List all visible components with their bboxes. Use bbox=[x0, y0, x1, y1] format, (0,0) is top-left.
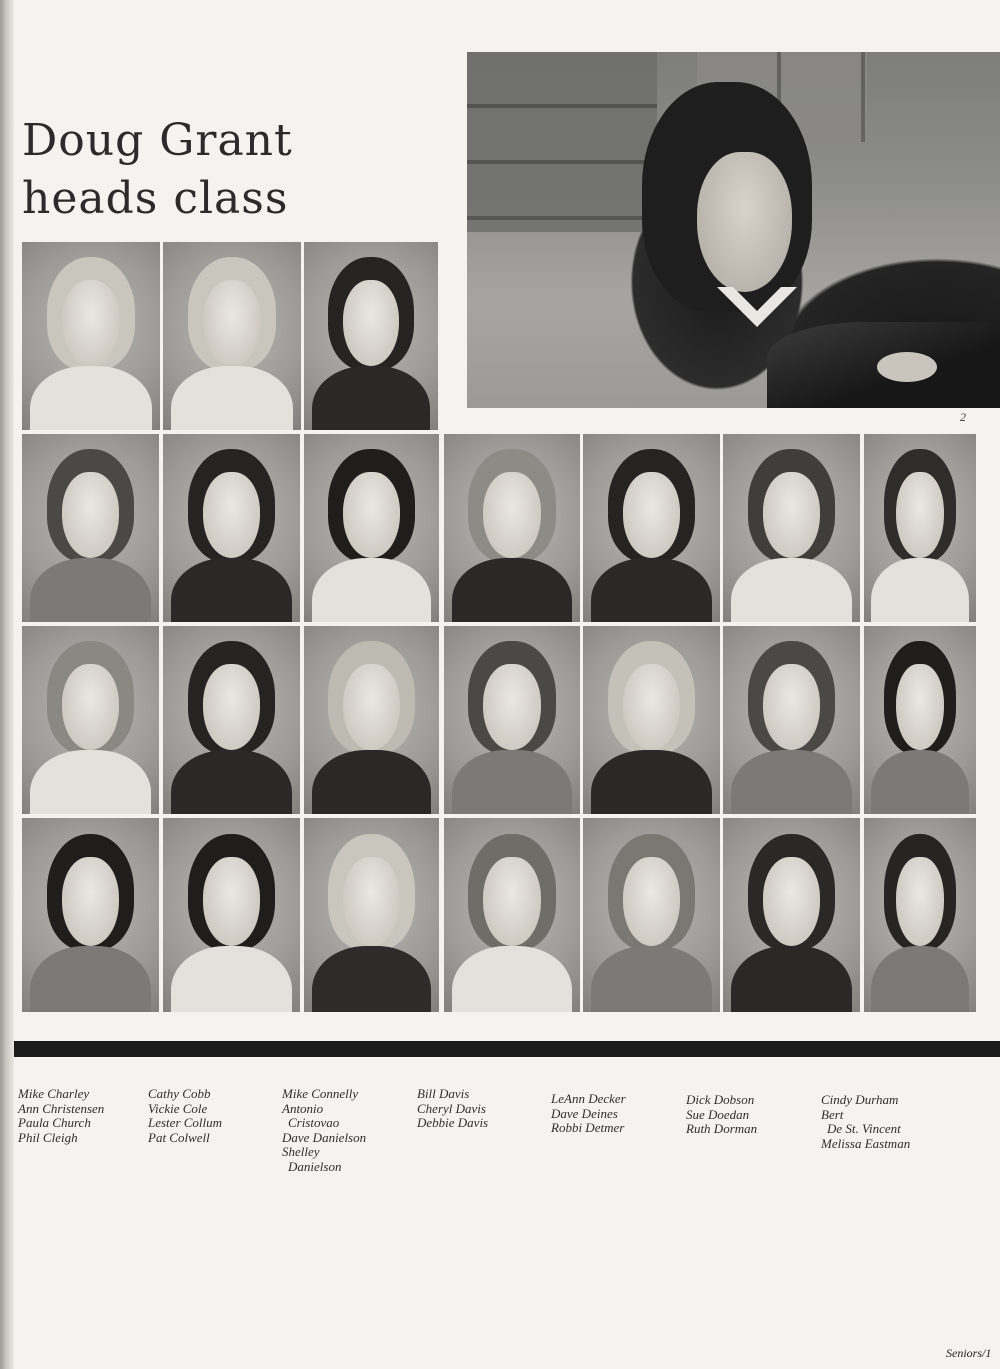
divider-bar bbox=[14, 1041, 1000, 1057]
senior-name: Bert bbox=[821, 1106, 844, 1122]
senior-portrait bbox=[22, 626, 159, 814]
binding-gutter bbox=[0, 0, 14, 1369]
headline-line-1: Doug Grant bbox=[22, 115, 293, 166]
senior-portrait bbox=[723, 434, 860, 622]
senior-name: Pat Colwell bbox=[148, 1129, 210, 1145]
senior-portrait bbox=[304, 242, 438, 430]
senior-name: Cheryl Davis bbox=[417, 1100, 486, 1116]
senior-name: Cindy Durham bbox=[821, 1092, 899, 1107]
headline-line-2: heads class bbox=[22, 173, 289, 224]
names-column-1 bbox=[18, 1087, 104, 1145]
senior-name: Paula Church bbox=[18, 1115, 91, 1131]
senior-name: Mike Charley bbox=[18, 1086, 90, 1101]
senior-name: Dave Deines bbox=[551, 1105, 618, 1121]
senior-name: Phil Cleigh bbox=[18, 1129, 78, 1145]
names-column-4 bbox=[417, 1087, 488, 1131]
page-headline bbox=[22, 112, 293, 228]
photo-hand bbox=[877, 352, 937, 382]
senior-portrait bbox=[583, 818, 720, 1012]
senior-portrait bbox=[864, 818, 976, 1012]
feature-photo bbox=[467, 52, 1000, 408]
senior-portrait bbox=[304, 434, 439, 622]
senior-portrait bbox=[163, 242, 301, 430]
senior-name: Shelley bbox=[282, 1144, 320, 1160]
senior-portrait bbox=[22, 434, 159, 622]
photo-face bbox=[697, 152, 792, 292]
senior-portrait bbox=[304, 818, 439, 1012]
names-column-3 bbox=[282, 1087, 366, 1175]
senior-portrait bbox=[444, 434, 580, 622]
names-column-2 bbox=[148, 1087, 222, 1145]
names-column-7 bbox=[821, 1093, 910, 1151]
photo-filing-cabinet bbox=[467, 52, 657, 232]
senior-portrait bbox=[583, 434, 720, 622]
senior-portrait bbox=[864, 434, 976, 622]
senior-name: Antonio bbox=[282, 1100, 324, 1116]
senior-portrait bbox=[723, 818, 860, 1012]
senior-portrait bbox=[163, 626, 300, 814]
photo-credit-number: 2 bbox=[960, 410, 966, 424]
senior-name: Sue Doedan bbox=[686, 1106, 750, 1122]
names-column-5 bbox=[551, 1092, 626, 1136]
senior-name: Dick Dobson bbox=[686, 1092, 755, 1107]
page-folio: Seniors/1 bbox=[946, 1346, 992, 1360]
senior-portrait bbox=[444, 818, 580, 1012]
names-column-6 bbox=[686, 1093, 757, 1137]
senior-name: Cathy Cobb bbox=[148, 1086, 211, 1101]
senior-portrait bbox=[22, 818, 159, 1012]
senior-name: LeAnn Decker bbox=[551, 1091, 626, 1106]
senior-portrait bbox=[583, 626, 720, 814]
senior-name: Danielson bbox=[288, 1158, 342, 1174]
senior-name: Mike Connelly bbox=[282, 1086, 359, 1101]
senior-portrait bbox=[723, 626, 860, 814]
senior-name: Dave Danielson bbox=[282, 1129, 367, 1145]
senior-portrait bbox=[304, 626, 439, 814]
senior-name: Ruth Dorman bbox=[686, 1121, 758, 1137]
senior-portrait bbox=[163, 818, 300, 1012]
senior-name: Lester Collum bbox=[148, 1115, 223, 1131]
senior-portrait bbox=[444, 626, 580, 814]
senior-portrait bbox=[22, 242, 160, 430]
senior-name: Bill Davis bbox=[417, 1086, 470, 1101]
senior-name: Cristovao bbox=[288, 1115, 340, 1131]
senior-name: Melissa Eastman bbox=[821, 1135, 911, 1151]
senior-name: Vickie Cole bbox=[148, 1100, 208, 1116]
senior-name: De St. Vincent bbox=[827, 1121, 901, 1137]
senior-portrait bbox=[864, 626, 976, 814]
senior-name: Ann Christensen bbox=[18, 1100, 105, 1116]
senior-name: Debbie Davis bbox=[417, 1115, 489, 1131]
senior-name: Robbi Detmer bbox=[551, 1120, 625, 1136]
senior-portrait bbox=[163, 434, 300, 622]
